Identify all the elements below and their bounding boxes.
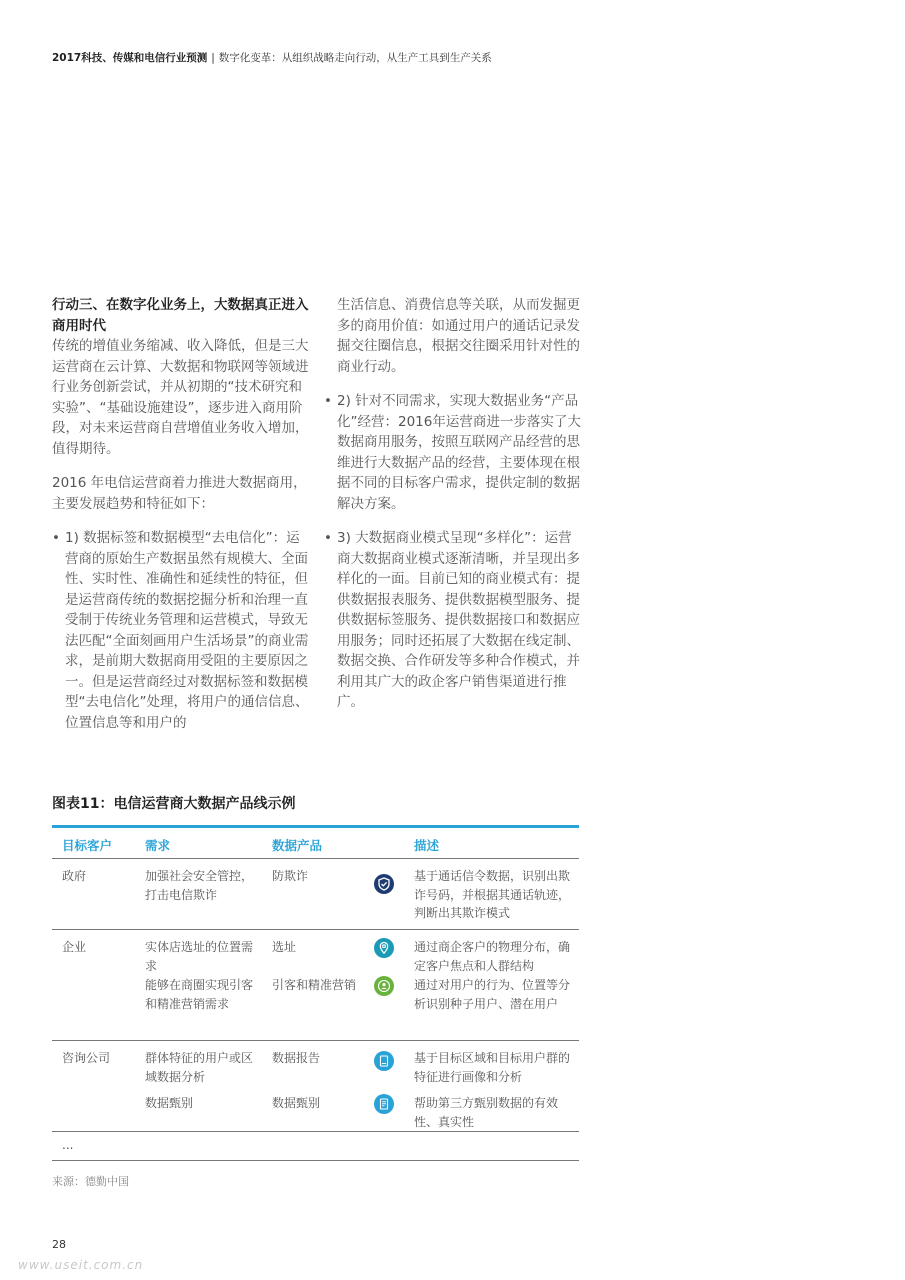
bullet-1-text: 1) 数据标签和数据模型“去电信化”：运营商的原始生产数据虽然有规模大、全面性、实时性、准确性和延续性的特征，但是运营商传统的数据挖掘分析和治理一直受制于传统业务管理和运营模式，导致无法匹配“全面刻画用户生活场景”的商业需求，是前期大数据商用受阻的主要原因之一。但是运营商经过对数据标签和数据模型“去电信化”处理，将用户的通信信息、位置信息等和用户的	[65, 530, 309, 731]
location-pin-icon	[374, 938, 394, 958]
bullet-dot: •	[324, 393, 332, 409]
cell-description: 通过商企客户的物理分布，确定客户焦点和人群结构	[414, 940, 571, 973]
source-note: 来源：德勤中国	[52, 1175, 129, 1188]
table-row	[52, 976, 579, 1036]
cell-product: 防欺诈	[272, 869, 309, 883]
table-row	[52, 1094, 579, 1130]
bullet-dot: •	[324, 530, 332, 546]
column-header-customer: 目标客户	[62, 838, 113, 853]
cell-description: 基于通话信令数据，识别出欺诈号码，并根据其通话轨迹，判断出其欺诈模式	[414, 869, 571, 920]
product-line-table	[52, 825, 579, 1161]
table-group-consulting	[52, 1041, 579, 1132]
target-user-icon	[374, 976, 394, 996]
header-separator: |	[211, 52, 215, 64]
cell-customer: 政府	[62, 869, 87, 883]
cell-customer: 咨询公司	[62, 1051, 111, 1065]
cell-product: 数据报告	[272, 1051, 321, 1065]
column-header-need: 需求	[145, 838, 171, 853]
section-heading: 行动三、在数字化业务上，大数据真正进入商用时代	[52, 297, 309, 334]
cell-description: 基于目标区域和目标用户群的特征进行画像和分析	[414, 1051, 571, 1084]
intro-paragraph: 传统的增值业务缩减、收入降低，但是三大运营商在云计算、大数据和物联网等领域进行业务创新尝试，并从初期的“技术研究和实验”、“基础设施建设”，逐步进入商用阶段，对未来运营商自营增值业务收入增加，值得期待。	[52, 338, 309, 457]
table-row	[52, 1049, 579, 1089]
bullet-item-3	[324, 528, 582, 713]
table-row	[52, 867, 579, 927]
table-ellipsis-row	[52, 1132, 579, 1161]
table-row	[52, 938, 579, 978]
right-column	[324, 295, 582, 713]
cell-description: 帮助第三方甄别数据的有效性、真实性	[414, 1096, 559, 1129]
left-column	[52, 295, 310, 733]
table-group-enterprise	[52, 930, 579, 1041]
table-header	[52, 828, 579, 859]
cell-product: 引客和精准营销	[272, 978, 357, 992]
cell-need: 能够在商圈实现引客和精准营销需求	[145, 978, 254, 1011]
bullet-dot: •	[52, 530, 60, 546]
running-header	[52, 50, 492, 65]
watermark: www.useit.com.cn	[18, 1258, 144, 1272]
bullet-item-2	[324, 391, 582, 514]
cell-description: 通过对用户的行为、位置等分析识别种子用户、潜在用户	[414, 978, 571, 1011]
cell-need: 数据甄别	[145, 1096, 194, 1110]
ellipsis-text: ...	[62, 1138, 74, 1152]
bullet-1-continuation: 生活信息、消费信息等关联，从而发掘更多的商用价值：如通过用户的通话记录发掘交往圈信息，根据交往圈采用针对性的商业行动。	[337, 297, 580, 375]
table-group-government	[52, 859, 579, 930]
page-number: 28	[52, 1238, 66, 1251]
shield-icon	[374, 874, 394, 894]
figure-title: 图表11：电信运营商大数据产品线示例	[52, 796, 296, 812]
bullet-item-1	[52, 528, 310, 733]
cell-need: 群体特征的用户或区域数据分析	[145, 1051, 254, 1084]
bullet-3-text: 3) 大数据商业模式呈现“多样化”：运营商大数据商业模式逐渐清晰，并呈现出多样化的一面。目前已知的商业模式有：提供数据报表服务、提供数据模型服务、提供数据标签服务、提供数据接口和数据应用服务；同时还拓展了大数据在线定制、数据交换、合作研发等多种合作模式，并利用其广大的政企客户销售渠道进行推广。	[337, 530, 580, 710]
cell-product: 选址	[272, 940, 297, 954]
cell-product: 数据甄别	[272, 1096, 321, 1110]
cell-need: 实体店选址的位置需求	[145, 940, 254, 973]
report-subtitle: 数字化变革：从组织战略走向行动，从生产工具到生产关系	[218, 52, 492, 64]
cell-need: 加强社会安全管控，打击电信欺诈	[145, 869, 254, 902]
report-icon	[374, 1051, 394, 1071]
cell-customer: 企业	[62, 940, 87, 954]
bullet-2-text: 2) 针对不同需求，实现大数据业务“产品化”经营：2016年运营商进一步落实了大数据商用服务，按照互联网产品经营的思维进行大数据产品的经营，主要体现在根据不同的目标客户需求，提供定制的数据解决方案。	[337, 393, 581, 512]
column-header-description: 描述	[414, 838, 440, 853]
document-check-icon	[374, 1094, 394, 1114]
column-header-product: 数据产品	[272, 838, 323, 853]
report-title: 2017科技、传媒和电信行业预测	[52, 52, 208, 64]
trend-intro-paragraph: 2016 年电信运营商着力推进大数据商用，主要发展趋势和特征如下：	[52, 475, 307, 512]
